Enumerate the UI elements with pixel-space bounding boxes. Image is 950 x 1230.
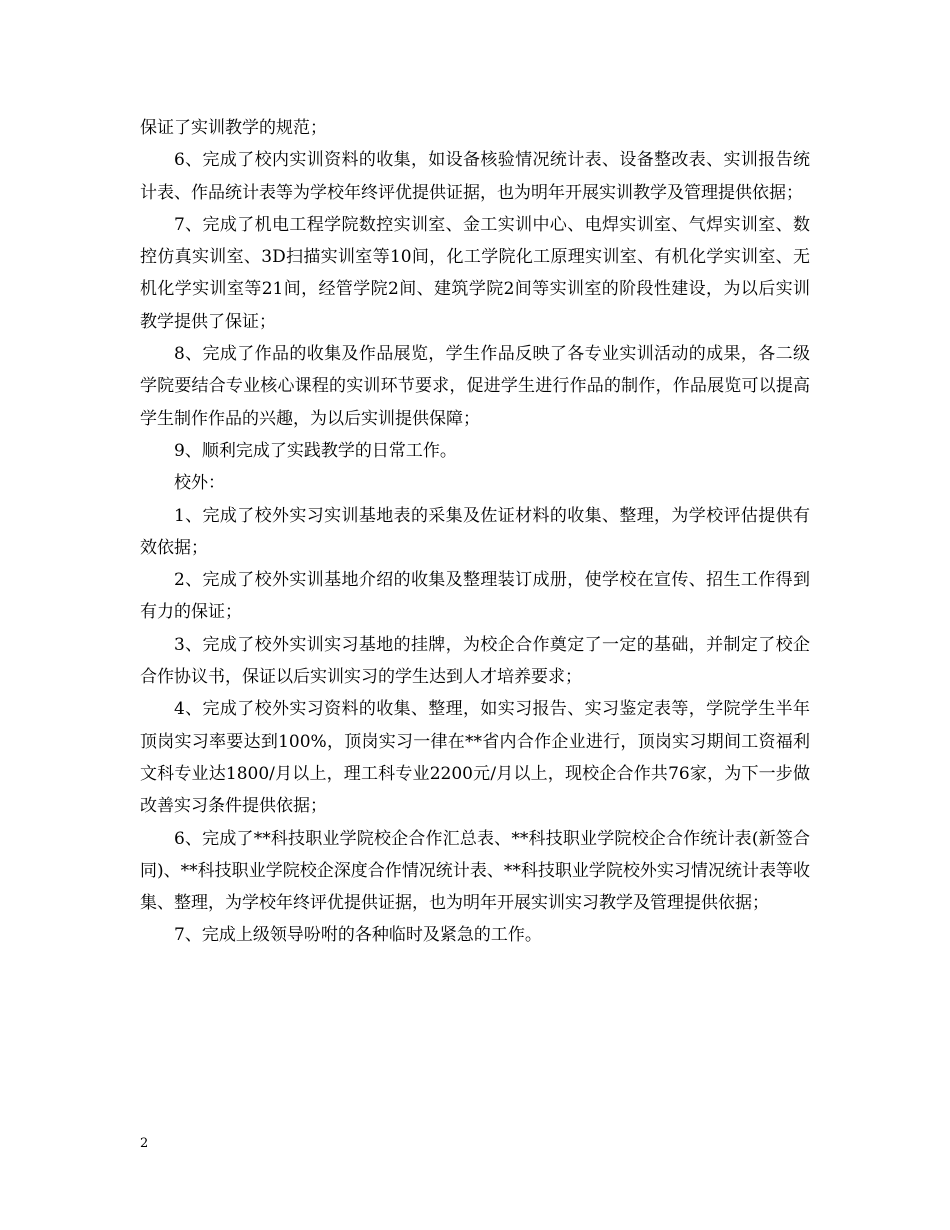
paragraph-item-7-external: 7、完成上级领导吩咐的各种临时及紧急的工作。 <box>174 925 542 946</box>
document-body <box>140 112 810 952</box>
paragraph-item-9-internal: 9、顺利完成了实践教学的日常工作。 <box>174 440 457 461</box>
paragraph-item-6-external: 6、完成了**科技职业学院校企合作汇总表、**科技职业学院校企合作统计表(新签合同)、**科技职业学院校企深度合作情况统计表、**科技职业学院校外实习情况统计表等收集、整理，为学校年终评优提供证据，也为明年开展实训实习教学及管理提供依据； <box>140 828 810 914</box>
page-number: 2 <box>140 1136 149 1151</box>
paragraph-item-3-external: 3、完成了校外实训实习基地的挂牌，为校企合作奠定了一定的基础，并制定了校企合作协议书，保证以后实训实习的学生达到人才培养要求； <box>140 634 810 688</box>
paragraph-item-8-internal: 8、完成了作品的收集及作品展览，学生作品反映了各专业实训活动的成果，各二级学院要结合专业核心课程的实训环节要求，促进学生进行作品的制作，作品展览可以提高学生制作作品的兴趣，为以后实训提供保障； <box>140 344 810 429</box>
paragraph-item-2-external: 2、完成了校外实训基地介绍的收集及整理装订成册，使学校在宣传、招生工作得到有力的保证； <box>140 570 810 623</box>
paragraph-continuation: 保证了实训教学的规范； <box>140 118 327 138</box>
paragraph-item-4-external: 4、完成了校外实习资料的收集、整理，如实习报告、实习鉴定表等，学院学生半年顶岗实习率要达到100%，顶岗实习一律在**省内合作企业进行，顶岗实习期间工资福利文科专业达1800/月以上，理工科专业2200元/月以上，现校企合作共76家，为下一步做改善实习条件提供依据； <box>140 699 810 817</box>
paragraph-item-1-external: 1、完成了校外实习实训基地表的采集及佐证材料的收集、整理，为学校评估提供有效依据； <box>140 505 810 558</box>
paragraph-item-6-internal: 6、完成了校内实训资料的收集，如设备核验情况统计表、设备整改表、实训报告统计表、作品统计表等为学校年终评优提供证据，也为明年开展实训教学及管理提供依据； <box>140 150 810 203</box>
paragraph-item-7-internal: 7、完成了机电工程学院数控实训室、金工实训中心、电焊实训室、气焊实训室、数控仿真实训室、3D扫描实训室等10间，化工学院化工原理实训室、有机化学实训室、无机化学实训室等21间，经管学院2间、建筑学院2间等实训室的阶段性建设，为以后实训教学提供了保证； <box>140 214 810 332</box>
section-heading-external: 校外： <box>174 473 225 494</box>
